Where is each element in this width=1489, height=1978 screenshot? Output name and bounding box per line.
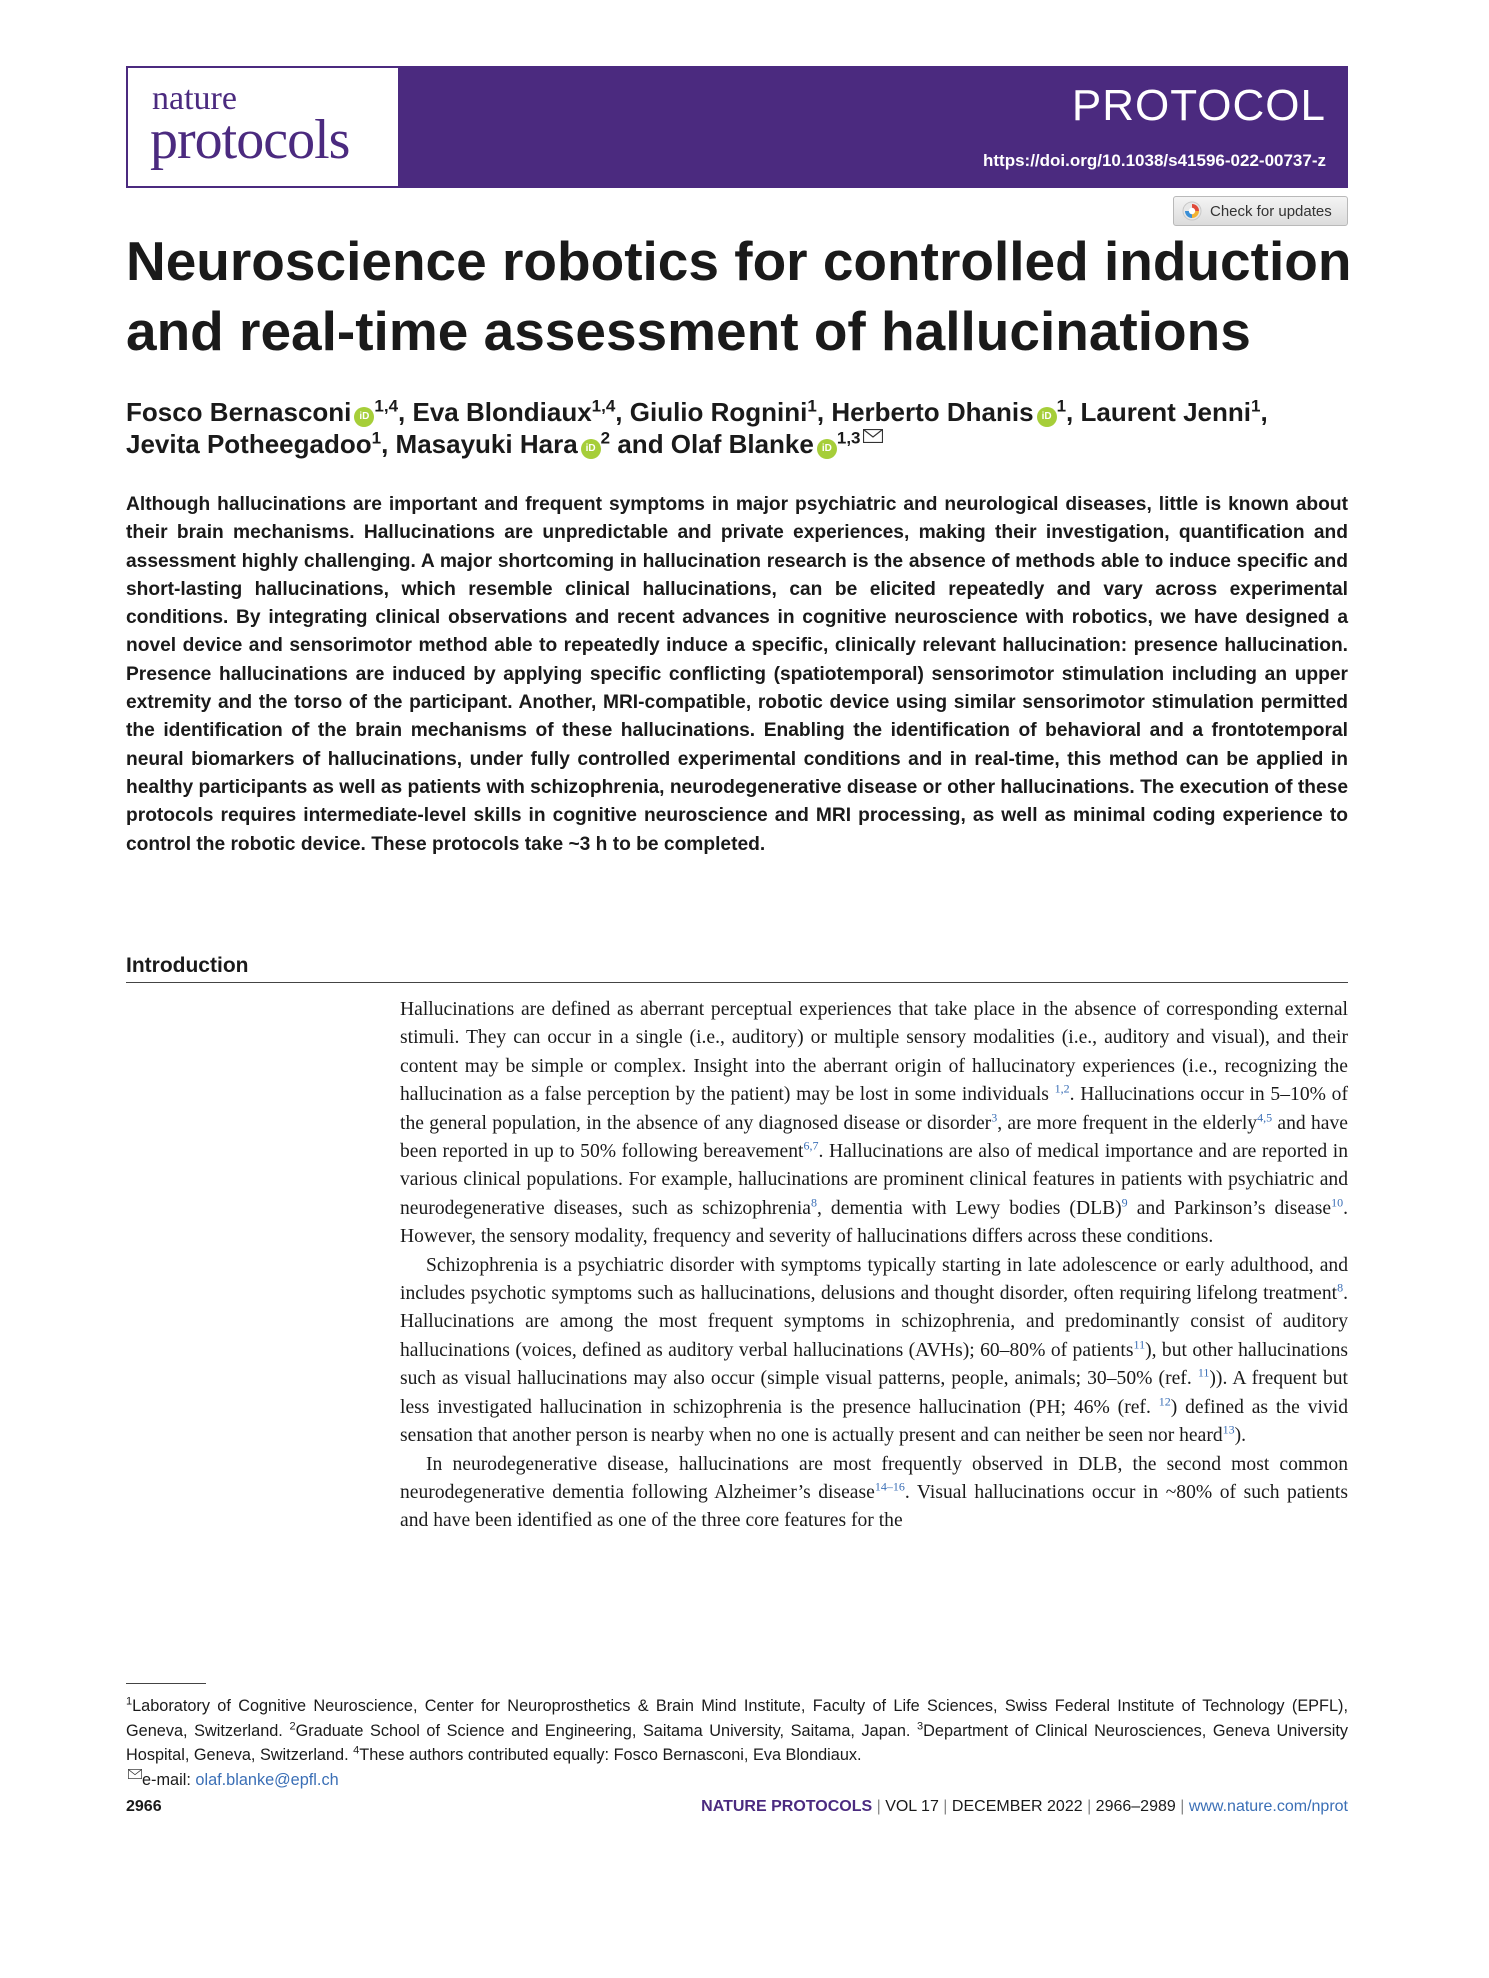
author-affiliation-ref: 1,4 [591,396,616,416]
body-text-run: , dementia with Lewy bodies (DLB) [816,1197,1122,1219]
citation-ref[interactable]: 10 [1331,1195,1344,1210]
body-paragraph [400,1252,1348,1451]
introduction-body [400,996,1348,1536]
section-divider [126,982,1348,983]
body-text-run: , are more frequent in the elderly [997,1112,1258,1134]
affiliation-run: Laboratory of Cognitive Neuroscience, Center for Neuroprosthetics & Brain Mind Institute, Faculty of Life Sciences, Swiss Federal Institute of Technology (EPFL), Geneva, Switzerland. [126,1697,1348,1740]
footer-citation [701,1798,1348,1816]
author-name: Masayuki Hara [395,429,578,459]
citation-ref[interactable]: 12 [1158,1394,1171,1409]
citation-ref[interactable]: 11 [1197,1365,1210,1380]
orcid-icon[interactable]: iD [817,439,837,459]
author-separator: , [816,397,832,427]
logo-protocols-text: protocols [150,109,350,171]
body-text-run: . Visual hallucinations occur in ~80% of such patients and have been identified as one of the three core features for the [400,1481,1348,1532]
citation-ref[interactable]: 13 [1222,1422,1235,1437]
orcid-icon[interactable]: iD [1037,407,1057,427]
footer-journal-name: NATURE PROTOCOLS [701,1798,873,1815]
email-label: e-mail: [142,1770,196,1789]
orcid-icon[interactable]: iD [354,407,374,427]
body-text-run: ), but other hallucinations such as visual hallucinations may also occur (simple visual patterns, people, animals; 30–50% (ref. [400,1339,1348,1390]
author-affiliation-ref: 1,3 [836,428,861,448]
affiliation-run: These authors contributed equally: Fosco Bernasconi, Eva Blondiaux. [359,1746,862,1764]
author-list [126,396,1356,460]
author-name: Giulio Rognini [629,397,808,427]
author-separator: , [615,397,630,427]
orcid-icon[interactable]: iD [581,439,601,459]
author-separator: , [1260,397,1268,427]
author-separator: , [381,429,396,459]
citation-ref[interactable]: 3 [991,1110,998,1125]
footer-volume: VOL 17 [885,1798,939,1815]
body-text-run: and Parkinson’s disease [1127,1197,1332,1219]
doi-link[interactable]: https://doi.org/10.1038/s41596-022-00737-z [983,151,1326,170]
article-title: Neuroscience robotics for controlled induction and real-time assessment of hallucinations [126,230,1352,362]
author-separator: and [610,429,671,459]
body-text-run: . Hallucinations are among the most frequent symptoms in schizophrenia, and predominantly consist of auditory hallucinations (voices, defined as auditory verbal hallucinations (AVHs); 60–80% of patients [400,1283,1348,1361]
footer-separator: | [938,1798,952,1815]
body-text-run: In neurodegenerative disease, hallucinations are most frequently observed in DLB, the second most common neurodegenerative dementia following Alzheimer’s disease [400,1453,1348,1503]
author-name: Olaf Blanke [670,429,814,459]
author-affiliation-ref: 1 [1250,396,1261,416]
body-text-run: ). [1234,1425,1247,1447]
crossmark-icon [1182,201,1202,221]
envelope-icon [128,1769,142,1779]
footnote-divider [126,1683,206,1684]
body-text-run: and have been reported in up to 50% following bereavement [400,1112,1349,1163]
citation-ref[interactable]: 8 [1337,1280,1344,1295]
author-affiliation-ref: 1 [807,396,817,416]
body-text-run: . However, the sensory modality, frequency and severity of hallucinations differs across these conditions. [400,1197,1348,1248]
citation-ref[interactable]: 8 [810,1195,817,1210]
citation-ref[interactable]: 4,5 [1257,1110,1273,1125]
correspondence-email [126,1768,1348,1793]
affiliation-text [126,1697,1348,1764]
citation-ref[interactable]: 6,7 [803,1138,819,1153]
body-text-run: . Hallucinations occur in 5–10% of the general population, in the absence of any diagnosed disease or disorder [400,1084,1348,1134]
author-name: Herberto Dhanis [831,397,1034,427]
body-paragraph [400,996,1348,1252]
author-separator: , [1066,397,1081,427]
footer-journal-url[interactable]: www.nature.com/nprot [1188,1798,1348,1815]
body-text-run: Schizophrenia is a psychiatric disorder with symptoms typically starting in late adolescence or early adulthood, and includes psychotic symptoms such as hallucinations, delusions and thought disorder, often requiring lifelong treatment [400,1254,1348,1305]
footer-separator: | [872,1798,886,1815]
affiliation-run: Department of Clinical Neurosciences, Geneva University Hospital, Geneva, Switzerland. [126,1721,1348,1764]
body-text-run: Hallucinations are defined as aberrant perceptual experiences that take place in the absence of corresponding external stimuli. They can occur in a single (i.e., auditory) or multiple sensory modalities (i.e., auditory and visual), and their content may be simple or complex. Insight into the aberrant origin of hallucinatory experiences (i.e., recognizing the hallucination as a false perception by the patient) may be lost in some individuals [400,999,1348,1106]
check-for-updates-button[interactable] [1173,196,1348,226]
journal-banner [126,66,1348,188]
affiliation-number: 2 [289,1720,296,1733]
author-name: Laurent Jenni [1080,397,1251,427]
check-for-updates-label: Check for updates [1210,202,1332,220]
section-heading-introduction: Introduction [126,954,249,977]
author-affiliation-ref: 2 [600,428,611,448]
envelope-icon[interactable] [863,429,883,443]
footer-separator: | [1082,1798,1096,1815]
affiliation-run: Graduate School of Science and Engineering, Saitama University, Saitama, Japan. [295,1721,918,1740]
citation-ref[interactable]: 11 [1133,1337,1146,1352]
footer-pages: 2966–2989 [1095,1798,1176,1815]
author-affiliation-ref: 1 [371,428,382,448]
author-affiliation-ref: 1 [1056,396,1067,416]
affiliation-number: 4 [353,1744,360,1757]
author-name: Eva Blondiaux [412,397,592,427]
journal-logo[interactable] [128,68,398,186]
author-name: Fosco Bernasconi [126,397,352,427]
body-paragraph [400,1451,1348,1536]
article-type-label: PROTOCOL [1071,81,1326,130]
body-text-run: . Hallucinations are also of medical importance and are reported in various clinical populations. For example, hallucinations are prominent clinical features in patients with psychiatric and neurodegenerative diseases, such as schizophrenia [400,1141,1348,1219]
footer-separator: | [1175,1798,1189,1815]
author-name: Jevita Potheegadoo [126,429,372,459]
affiliation-number: 3 [917,1720,924,1733]
citation-ref[interactable]: 9 [1121,1195,1128,1210]
author-separator: , [398,397,413,427]
citation-ref[interactable]: 14–16 [874,1479,905,1494]
author-affiliation-ref: 1,4 [374,396,399,416]
affiliation-number: 1 [126,1695,133,1708]
email-link[interactable]: olaf.blanke@epfl.ch [195,1770,339,1789]
logo-nature-text: nature [152,80,237,117]
page-number: 2966 [126,1798,162,1815]
body-text-run: )). A frequent but less investigated hallucination in schizophrenia is the presence hallucination (PH; 46% (ref. [400,1368,1348,1418]
citation-ref[interactable]: 1,2 [1054,1081,1070,1096]
body-text-run: ) defined as the vivid sensation that another person is nearby when no one is actually present and can neither be seen nor heard [400,1396,1348,1447]
affiliations [126,1694,1348,1792]
footer-date: DECEMBER 2022 [951,1798,1083,1815]
abstract: Although hallucinations are important and frequent symptoms in major psychiatric and neurological diseases, little is known about their brain mechanisms. Hallucinations are unpredictable and private experiences, making their investigation, quantification and assessment highly challenging. A major shortcoming in hallucination research is the absence of methods able to induce specific and short-lasting hallucinations, which resemble clinical hallucinations, can be elicited repeatedly and vary across experimental conditions. By integrating clinical observations and recent advances in cognitive neuroscience with robotics, we have designed a novel device and sensorimotor method able to repeatedly induce a specific, clinically relevant hallucination: presence hallucination. Presence hallucinations are induced by applying specific conflicting (spatiotemporal) sensorimotor stimulation including an upper extremity and the torso of the participant. Another, MRI-compatible, robotic device using similar sensorimotor stimulation permitted the identification of the brain mechanisms of these hallucinations. Enabling the identification of behavioral and a frontotemporal neural biomarkers of hallucinations, under fully controlled experimental conditions and in real-time, this method can be applied in healthy participants as well as patients with schizophrenia, neurodegenerative disease or other hallucinations. The execution of these protocols requires intermediate-level skills in cognitive neuroscience and MRI processing, as well as minimal coding experience to control the robotic device. These protocols take ~3 h to be completed. [126,494,1348,855]
